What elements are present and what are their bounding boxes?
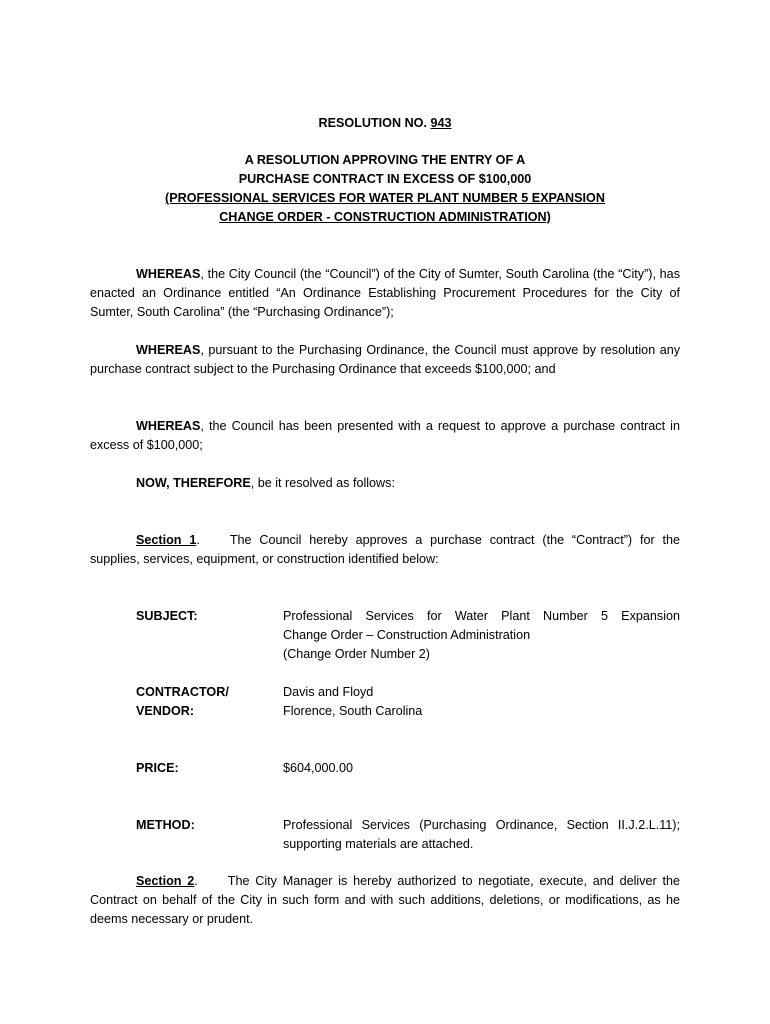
title-line-4-text: CHANGE ORDER - CONSTRUCTION ADMINISTRATION)	[219, 210, 551, 224]
subject-label: SUBJECT:	[136, 609, 198, 623]
whereas-paragraph-3	[90, 417, 680, 455]
subject-line-1: Professional Services for Water Plant Number 5 Expansion	[283, 609, 680, 623]
section-2-paragraph	[90, 872, 680, 929]
contractor-location: Florence, South Carolina	[283, 704, 423, 718]
now-therefore-paragraph	[90, 474, 680, 493]
subject-line-2: Change Order – Construction Administration	[283, 628, 531, 642]
section-2-label: Section 2	[136, 874, 195, 888]
contractor-name: Davis and Floyd	[283, 685, 374, 699]
title-line-3	[0, 189, 770, 208]
title-line-1: A RESOLUTION APPROVING THE ENTRY OF A	[244, 153, 526, 167]
whereas-text: , pursuant to the Purchasing Ordinance, the Council must approve by resolution any purchase contract subject to the Purchasing Ordinance that exceeds $100,000; and	[90, 343, 680, 376]
price-value: $604,000.00	[283, 761, 354, 775]
section-1-label: Section 1	[136, 533, 197, 547]
subject-value	[283, 607, 680, 664]
whereas-lead: WHEREAS	[136, 419, 201, 433]
whereas-lead: WHEREAS	[136, 343, 201, 357]
title-line-4	[0, 208, 770, 227]
contractor-label-line-2: VENDOR:	[136, 704, 195, 718]
section-1-text: The Council hereby approves a purchase contract (the “Contract”) for the supplies, services, equipment, or construction identified below:	[90, 533, 680, 566]
method-value: Professional Services (Purchasing Ordinance, Section II.J.2.L.11); supporting materials are attached.	[283, 818, 680, 851]
whereas-text: , the City Council (the “Council”) of the City of Sumter, South Carolina (the “City”), has enacted an Ordinance entitled “An Ordinance Establishing Procurement Procedures for the City of Sumter, South Carolina” (the “Purchasing Ordinance”);	[90, 267, 680, 319]
contractor-label-line-1: CONTRACTOR/	[136, 685, 229, 699]
title-line-2: PURCHASE CONTRACT IN EXCESS OF $100,000	[238, 172, 532, 186]
contractor-label	[136, 683, 229, 721]
resolution-label: RESOLUTION NO.	[318, 116, 427, 130]
whereas-paragraph-2	[90, 341, 680, 379]
section-1-dot: .	[196, 533, 200, 547]
price-label: PRICE:	[136, 761, 179, 775]
whereas-paragraph-1	[90, 265, 680, 322]
resolution-number: 943	[430, 116, 452, 130]
method-label: METHOD:	[136, 818, 195, 832]
whereas-text: , the Council has been presented with a request to approve a purchase contract in excess of $100,000;	[90, 419, 680, 452]
section-2-text: The City Manager is hereby authorized to negotiate, execute, and deliver the Contract on behalf of the City in such form and with such additions, deletions, or modifications, as he deems necessary or prudent.	[90, 874, 680, 926]
resolution-number-heading	[0, 114, 770, 133]
title-line-3-text: (PROFESSIONAL SERVICES FOR WATER PLANT NUMBER 5 EXPANSION	[165, 191, 605, 205]
section-1-paragraph	[90, 531, 680, 569]
now-therefore-text: , be it resolved as follows:	[250, 476, 395, 490]
subject-line-3: (Change Order Number 2)	[283, 647, 430, 661]
whereas-lead: WHEREAS	[136, 267, 201, 281]
section-2-dot: .	[194, 874, 198, 888]
contractor-value	[283, 683, 680, 721]
now-therefore-lead: NOW, THEREFORE	[136, 476, 251, 490]
